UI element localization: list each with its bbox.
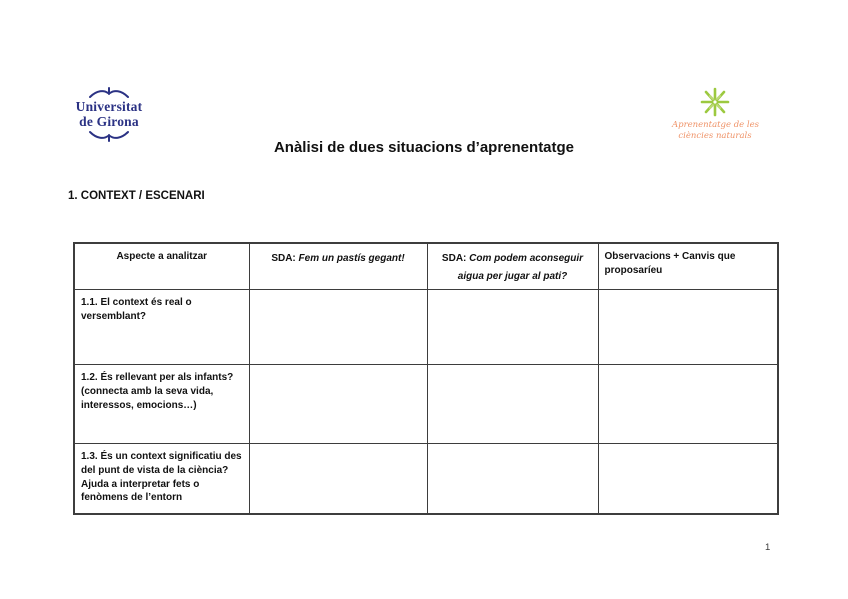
udg-logo — [68, 86, 150, 143]
udg-flourish-top-icon — [88, 86, 130, 99]
empty-cell — [249, 365, 427, 444]
header-observacions — [598, 243, 778, 290]
header-observacions-label: Observacions + Canvis que proposaríeu — [604, 251, 736, 276]
section-heading: 1. CONTEXT / ESCENARI — [68, 190, 205, 202]
udg-logo-line1: Universitat — [75, 99, 143, 114]
header-sda-aigua — [427, 243, 598, 290]
table-row — [74, 290, 778, 365]
aspect-cell: 1.1. El context és real o versemblant? — [74, 290, 249, 365]
sda-title: Fem un pastís gegant! — [298, 253, 405, 264]
header-sda-pastis — [249, 243, 427, 290]
header-aspecte-label: Aspecte a analitzar — [116, 251, 208, 262]
udg-logo-line2: de Girona — [79, 113, 139, 129]
science-logo-line2: ciències naturals — [678, 131, 752, 141]
aspect-cell: 1.3. És un context significatiu des del punt de vista de la ciència? Ajuda a interpretar fets o fenòmens de l’entorn — [74, 444, 249, 514]
sda-title: Com podem aconseguir aigua per jugar al pati? — [457, 253, 584, 282]
analysis-table — [73, 242, 779, 515]
aspect-cell: 1.2. És rellevant per als infants? (connecta amb la seva vida, interessos, emocions…) — [74, 365, 249, 444]
empty-cell — [427, 365, 598, 444]
table-header-row — [74, 243, 778, 290]
empty-cell — [598, 365, 778, 444]
page-number: 1 — [765, 542, 771, 553]
empty-cell — [249, 290, 427, 365]
empty-cell — [249, 444, 427, 514]
sda-prefix: SDA: — [441, 253, 470, 264]
page-title: Anàlisi de dues situacions d’aprenentatge — [273, 139, 575, 156]
header-aspecte — [74, 243, 249, 290]
science-logo-line1: Aprenentatge de les — [672, 120, 760, 130]
table-row — [74, 365, 778, 444]
empty-cell — [598, 444, 778, 514]
science-course-logo — [672, 86, 758, 142]
table-row — [74, 444, 778, 514]
empty-cell — [427, 444, 598, 514]
empty-cell — [598, 290, 778, 365]
flower-icon — [698, 86, 732, 118]
analysis-table-container — [73, 242, 779, 515]
sda-prefix: SDA: — [271, 253, 299, 264]
empty-cell — [427, 290, 598, 365]
